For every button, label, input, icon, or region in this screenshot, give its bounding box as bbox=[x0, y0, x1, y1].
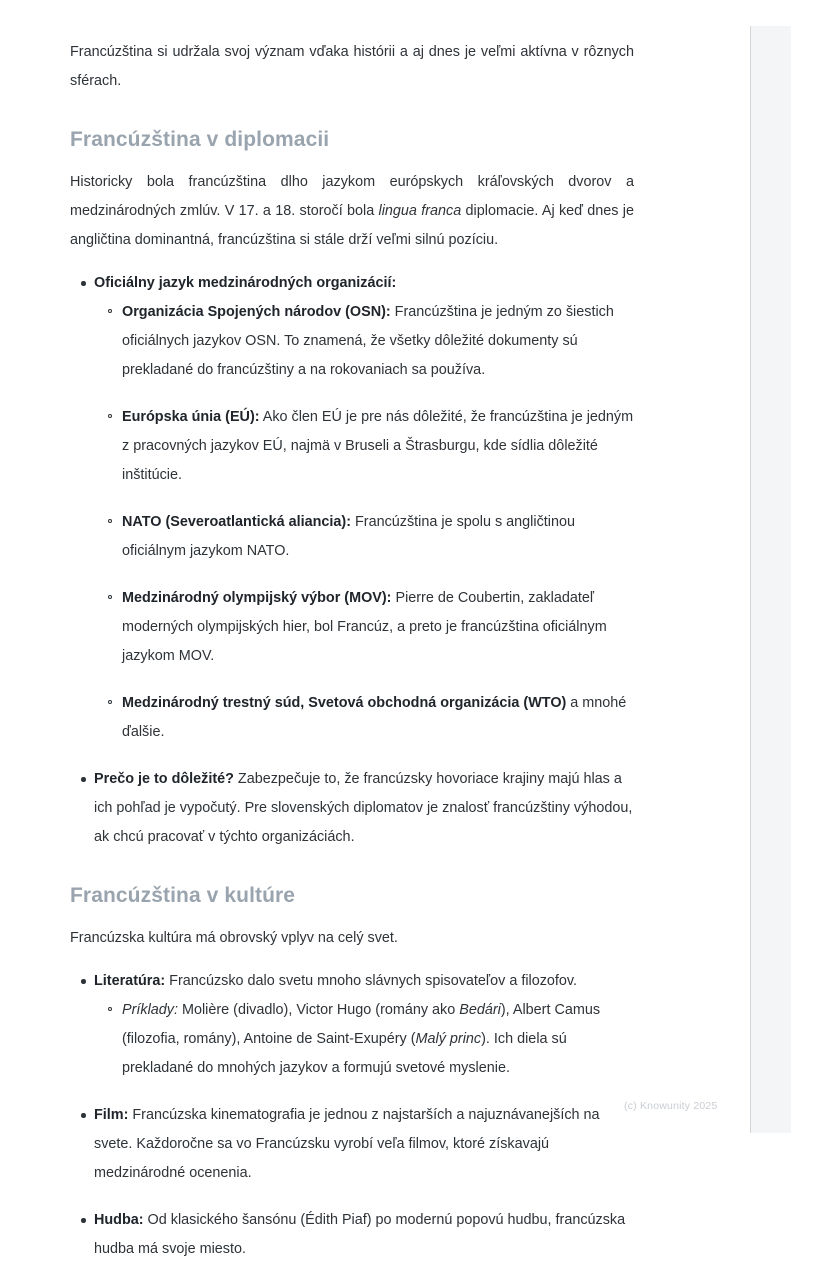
list-item bbox=[94, 765, 634, 852]
paragraph-italic-lingua-franca: lingua franca bbox=[378, 203, 462, 219]
sub-item-text-b: ), Albert Camus (filozofia, romány), Antoine de Saint-Exupéry ( bbox=[122, 1002, 601, 1047]
sub-item-text: Ako člen EÚ je pre nás dôležité, že francúzština je jedným z pracovných jazykov EÚ, najmä v Bruseli a Štrasburgu, kde sídlia dôležité inštitúcie. bbox=[122, 409, 634, 483]
sub-item-lead: Medzinárodný trestný súd, Svetová obchodná organizácia (WTO) bbox=[122, 695, 567, 711]
list-item bbox=[122, 298, 634, 385]
list-item bbox=[122, 689, 634, 747]
paragraph-text-tail: diplomacie. Aj keď dnes je angličtina dominantná, francúzština si stále drží veľmi silnú pozíciu. bbox=[70, 203, 635, 248]
document-content bbox=[70, 38, 634, 1282]
paragraph-text-lead: Historicky bola francúzština dlho jazykom európskych kráľovských dvorov a medzinárodných zmlúv. V 17. a 18. storočí bola bbox=[70, 174, 634, 219]
list-item-text: Francúzska kinematografia je jednou z najstarších a najuznávanejších na svete. Každoročne sa vo Francúzsku vyrobí veľa filmov, ktoré získavajú medzinárodné ocenenia. bbox=[94, 1107, 600, 1181]
list-item-text: Francúzsko dalo svetu mnoho slávnych spisovateľov a filozofov. bbox=[165, 973, 578, 989]
section-heading-diplomacia: Francúzština v diplomacii bbox=[70, 128, 330, 151]
section-paragraph-kultura: Francúzska kultúra má obrovský vplyv na celý svet. bbox=[70, 930, 398, 946]
sub-item-text-c: ). Ich diela sú prekladané do mnohých jazykov a formujú svetové myslenie. bbox=[122, 1031, 567, 1076]
sub-item-lead: Medzinárodný olympijský výbor (MOV): bbox=[122, 590, 392, 606]
sub-item-text: Francúzština je spolu s angličtinou oficiálnym jazykom NATO. bbox=[122, 514, 575, 559]
list-item bbox=[94, 967, 634, 1083]
scroll-gutter[interactable] bbox=[750, 26, 791, 1133]
kultura-sublist bbox=[94, 996, 634, 1083]
list-item bbox=[122, 584, 634, 671]
list-item-lead: Film: bbox=[94, 1107, 129, 1123]
section-paragraph-diplomacia bbox=[70, 168, 634, 255]
sub-item-italic-maly-princ: Malý princ bbox=[415, 1031, 482, 1047]
sub-item-lead: Organizácia Spojených národov (OSN): bbox=[122, 304, 391, 320]
list-item bbox=[94, 1101, 634, 1188]
diplomacia-list bbox=[70, 269, 634, 852]
kultura-list bbox=[70, 967, 634, 1264]
sub-item-text: a mnohé ďalšie. bbox=[122, 695, 627, 740]
list-item bbox=[122, 996, 634, 1083]
sub-item-text: Francúzština je jedným zo šiestich oficiálnych jazykov OSN. To znamená, že všetky dôležité dokumenty sú prekladané do francúzštiny a na rokovaniach sa používa. bbox=[122, 304, 614, 378]
sub-item-text-a: Molière (divadlo), Victor Hugo (romány ako bbox=[177, 1002, 460, 1018]
list-item-lead: Literatúra: bbox=[94, 973, 166, 989]
list-item-text: Zabezpečuje to, že francúzsky hovoriace krajiny majú hlas a ich pohľad je vypočutý. Pre slovenských diplomatov je znalosť francúzštiny výhodou, ak chcú pracovať v týchto organizáciách. bbox=[94, 771, 633, 845]
sub-item-lead-italic: Príklady: bbox=[122, 1002, 178, 1018]
list-item bbox=[122, 403, 634, 490]
copyright-watermark: (c) Knowunity 2025 bbox=[624, 1100, 718, 1112]
list-item bbox=[94, 269, 634, 747]
intro-paragraph: Francúzština si udržala svoj význam vďaka histórii a aj dnes je veľmi aktívna v rôznych sférach. bbox=[70, 44, 634, 89]
list-item-text: Od klasického šansónu (Édith Piaf) po modernú popovú hudbu, francúzska hudba má svoje miesto. bbox=[94, 1212, 626, 1257]
list-item-lead: Hudba: bbox=[94, 1212, 144, 1228]
list-item-lead: Oficiálny jazyk medzinárodných organizácií: bbox=[94, 275, 397, 291]
list-item bbox=[122, 508, 634, 566]
sub-item-lead: Európska únia (EÚ): bbox=[122, 409, 260, 425]
sub-item-text: Pierre de Coubertin, zakladateľ moderných olympijských hier, bol Francúz, a preto je francúzština oficiálnym jazykom MOV. bbox=[122, 590, 607, 664]
list-item bbox=[94, 1206, 634, 1264]
sub-item-italic-bedari: Bedári bbox=[459, 1002, 501, 1018]
list-item-lead: Prečo je to dôležité? bbox=[94, 771, 234, 787]
diplomacia-sublist bbox=[94, 298, 634, 747]
section-heading-kultura: Francúzština v kultúre bbox=[70, 884, 296, 907]
sub-item-lead: NATO (Severoatlantická aliancia): bbox=[122, 514, 351, 530]
